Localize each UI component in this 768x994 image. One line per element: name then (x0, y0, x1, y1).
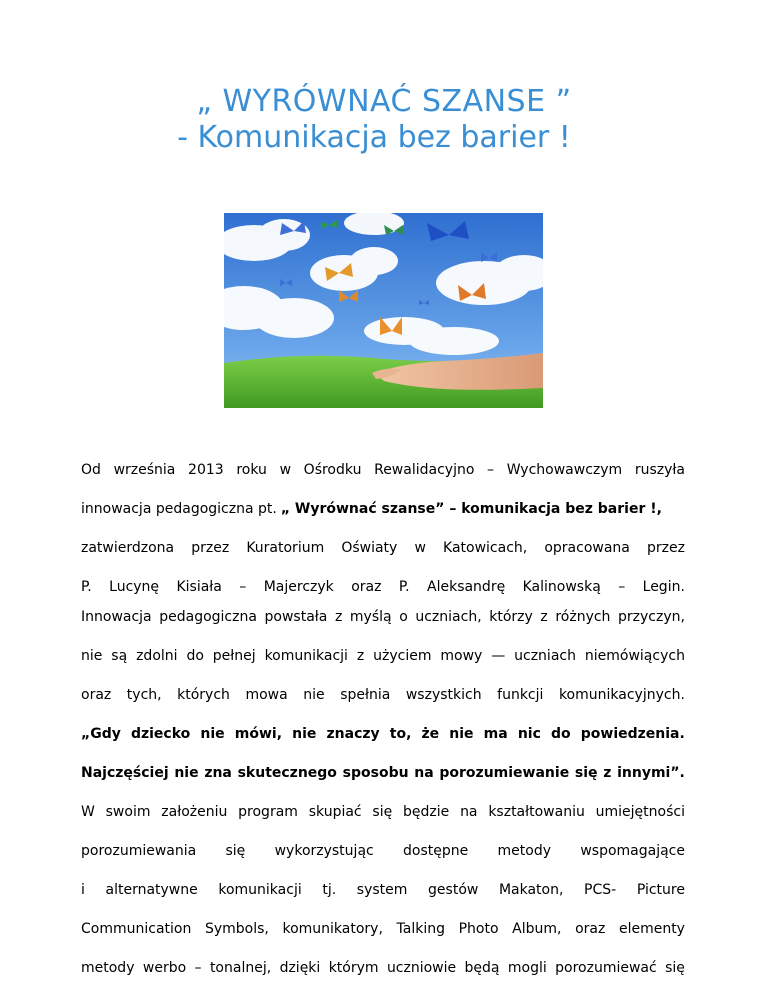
word: Makaton, (498, 882, 564, 898)
word: przyczyn, (618, 609, 685, 625)
word: pełnej (212, 648, 256, 664)
word: Picture (636, 882, 685, 898)
text-line (81, 910, 685, 949)
word: wykorzystując (274, 843, 374, 859)
word: przez (191, 540, 230, 556)
word: uczniach, (415, 609, 482, 625)
word: nic (517, 726, 541, 742)
word: wspomagające (580, 843, 685, 859)
word: użyciem (373, 648, 432, 664)
word: Majerczyk (263, 579, 334, 595)
word: innymi”. (617, 765, 685, 781)
word: nie (292, 726, 317, 742)
word: w (279, 462, 292, 478)
word: się (372, 804, 393, 820)
word: komunikacji (264, 648, 348, 664)
word: Talking (396, 921, 445, 937)
word: mowa (245, 687, 288, 703)
quote-line (81, 754, 685, 793)
text-line (81, 529, 685, 568)
word: alternatywne (105, 882, 198, 898)
word: Katowicach, (443, 540, 528, 556)
word: i (81, 882, 85, 898)
word: będą (464, 960, 500, 976)
word: Wychowawczym (506, 462, 623, 478)
word: elementy (618, 921, 685, 937)
word: system (356, 882, 408, 898)
word: z (356, 648, 365, 664)
paragraph-description (81, 598, 685, 988)
word: P. (81, 579, 92, 595)
word: tonalnej, (209, 960, 272, 976)
text-line-content (81, 871, 685, 910)
word: którzy (489, 609, 533, 625)
word: – (618, 579, 626, 595)
text-line-content (81, 451, 685, 490)
word: funkcji (497, 687, 544, 703)
word: zatwierdzona (81, 540, 175, 556)
word: z (540, 609, 548, 625)
word: dziecko (130, 726, 191, 742)
text-line (81, 793, 685, 832)
word: myślą (349, 609, 392, 625)
word: metody (497, 843, 552, 859)
text-line (81, 871, 685, 910)
word: kształtowaniu (488, 804, 585, 820)
word: niemówiących (584, 648, 685, 664)
word: się (225, 843, 246, 859)
word: Photo (458, 921, 499, 937)
word: których (177, 687, 230, 703)
word: porozumiewać (555, 960, 657, 976)
text-line-content (81, 529, 685, 568)
word: pedagogiczna (159, 609, 257, 625)
word: skupiać (308, 804, 362, 820)
word: nie (174, 765, 199, 781)
word: oraz (575, 921, 606, 937)
word: o (399, 609, 408, 625)
word: mowy (440, 648, 483, 664)
word: tych, (126, 687, 162, 703)
word: się (665, 960, 685, 976)
text-line (81, 949, 685, 988)
word: nie (303, 687, 325, 703)
word: werbo (142, 960, 187, 976)
word: umiejętności (595, 804, 685, 820)
word: – (194, 960, 202, 976)
word: spełnia (340, 687, 391, 703)
word: założeniu (161, 804, 228, 820)
word: przez (646, 540, 685, 556)
word: sposobu (342, 765, 409, 781)
word: będzie (403, 804, 450, 820)
word: komunikacji (218, 882, 302, 898)
word: ruszyła (634, 462, 685, 478)
text-line (81, 490, 685, 529)
word: mogli (507, 960, 547, 976)
text-line (81, 832, 685, 871)
word: Communication (81, 921, 192, 937)
word: Od (81, 462, 101, 478)
word: wszystkich (405, 687, 482, 703)
word: dzięki (279, 960, 321, 976)
word: oraz (351, 579, 382, 595)
word: uczniowie (386, 960, 457, 976)
word: zna (204, 765, 232, 781)
word: 2013 (188, 462, 224, 478)
word: się (574, 765, 598, 781)
word: Symbols, (204, 921, 269, 937)
text-line (81, 598, 685, 637)
word: różnych (555, 609, 611, 625)
word: z (334, 609, 343, 625)
word: komunikatory, (282, 921, 383, 937)
word: porozumiewania (81, 843, 197, 859)
word: program (238, 804, 298, 820)
word: ma (483, 726, 508, 742)
word: „Gdy (81, 726, 121, 742)
word: Oświaty (341, 540, 398, 556)
word: dostępne (403, 843, 469, 859)
word: że (421, 726, 440, 742)
word: Lucynę (109, 579, 160, 595)
text-line-content (81, 793, 685, 832)
word: Ośrodku (303, 462, 362, 478)
word: komunikacyjnych. (558, 687, 685, 703)
word: na (414, 765, 434, 781)
text-line (81, 451, 685, 490)
word: metody (81, 960, 135, 976)
word: na (460, 804, 478, 820)
word: z (603, 765, 612, 781)
text-line-content: innowacja pedagogiczna pt. (81, 501, 277, 517)
innovation-name: „ Wyrównać szanse” – komunikacja bez barier !, (280, 501, 662, 517)
word: nie (200, 726, 225, 742)
word: — (491, 648, 506, 664)
word: zdolni (136, 648, 178, 664)
quote-line (81, 715, 685, 754)
word: mówi, (234, 726, 283, 742)
text-line-content (81, 832, 685, 871)
word: Rewalidacyjno (374, 462, 475, 478)
butterflies-over-hand-icon (224, 213, 543, 408)
word: którym (328, 960, 379, 976)
word: porozumiewanie (439, 765, 570, 781)
word: do (186, 648, 204, 664)
word: w (414, 540, 426, 556)
quote-text (81, 715, 685, 754)
word: to, (389, 726, 412, 742)
text-line-content (81, 676, 685, 715)
word: tj. (322, 882, 337, 898)
text-line-content (81, 637, 685, 676)
word: powstała (264, 609, 328, 625)
word: – (487, 462, 495, 478)
word: roku (236, 462, 267, 478)
word: skutecznego (237, 765, 337, 781)
word: Innowacja (81, 609, 152, 625)
word: nie (449, 726, 474, 742)
word: oraz (81, 687, 112, 703)
word: gestów (428, 882, 479, 898)
word: uczniach (514, 648, 576, 664)
word: Album, (512, 921, 562, 937)
word: opracowana (544, 540, 630, 556)
text-line-content (81, 949, 685, 988)
word: swoim (105, 804, 151, 820)
document-title-line1: „ WYRÓWNAĆ SZANSE ” (196, 84, 572, 119)
word: – (239, 579, 247, 595)
word: Legin. (642, 579, 685, 595)
word: są (111, 648, 128, 664)
word: nie (81, 648, 103, 664)
document-title-line2: - Komunikacja bez barier ! (177, 120, 571, 155)
text-line (81, 637, 685, 676)
word: P. (398, 579, 410, 595)
word: Kalinowską (522, 579, 601, 595)
word: znaczy (326, 726, 380, 742)
word: września (113, 462, 176, 478)
paragraph-intro (81, 451, 685, 607)
text-line (81, 676, 685, 715)
word: Kuratorium (246, 540, 325, 556)
word: Kisiała (176, 579, 222, 595)
word: do (551, 726, 571, 742)
word: Aleksandrę (427, 579, 506, 595)
word: W (81, 804, 95, 820)
word: PCS- (584, 882, 617, 898)
text-line-content (81, 910, 685, 949)
word: powiedzenia. (580, 726, 685, 742)
quote-text (81, 754, 685, 793)
word: Najczęściej (81, 765, 169, 781)
text-line-content (81, 598, 685, 637)
